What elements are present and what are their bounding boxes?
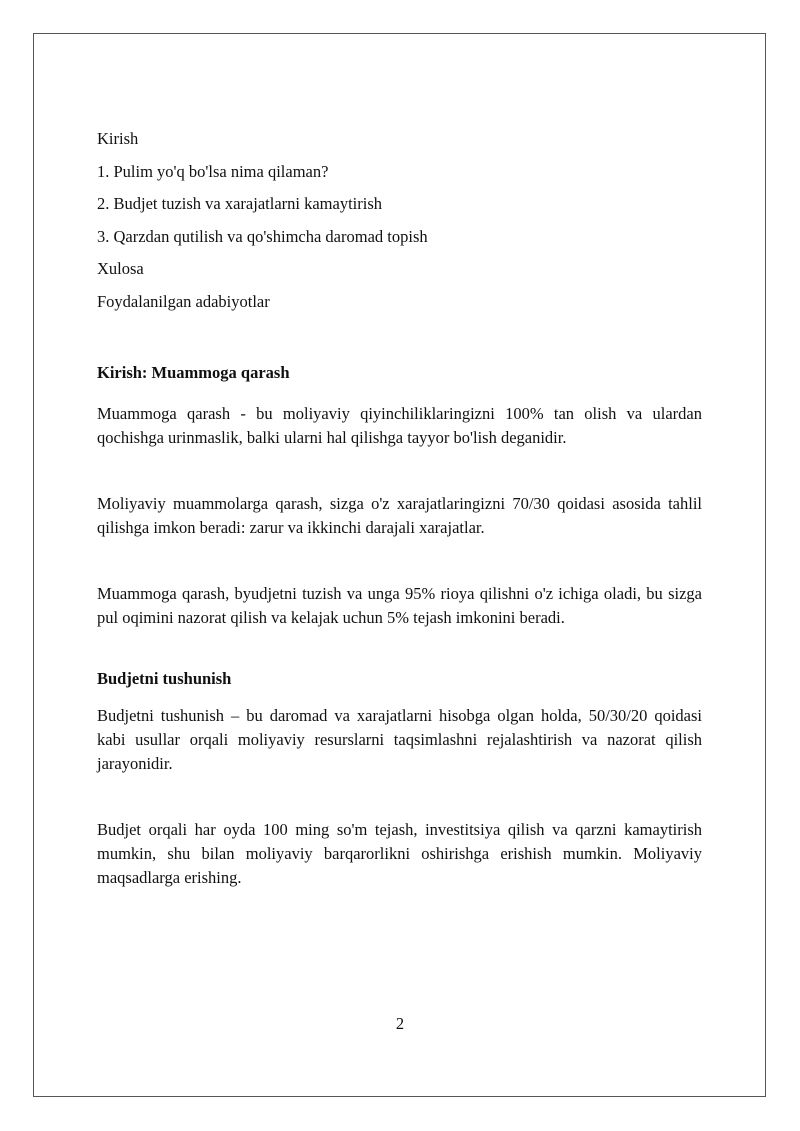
table-of-contents	[97, 128, 702, 313]
paragraph: Budjetni tushunish – bu daromad va xarajatlarni hisobga olgan holda, 50/30/20 qoidasi kabi usullar orqali moliyaviy resurslarni taqsimlashni rejalashtirish va nazorat qilish jarayonidir.	[97, 705, 702, 773]
section-heading-intro: Kirish: Muammoga qarash	[97, 362, 290, 382]
page-number: 2	[395, 1014, 405, 1033]
section-heading-budget: Budjetni tushunish	[97, 668, 232, 688]
paragraph: Muammoga qarash, byudjetni tuzish va unga 95% rioya qilishni o'z ichiga oladi, bu sizga pul oqimini nazorat qilish va kelajak uchun 5% tejash imkonini beradi.	[97, 583, 702, 627]
toc-item-intro: Kirish	[97, 129, 139, 148]
paragraph: Muammoga qarash - bu moliyaviy qiyinchiliklaringizni 100% tan olish va ulardan qochishga urinmaslik, balki ularni hal qilishga tayyor bo'lish deganidir.	[97, 403, 702, 447]
toc-item-3: 3. Qarzdan qutilish va qo'shimcha daromad topish	[97, 226, 428, 246]
document-body	[97, 128, 702, 890]
toc-item-conclusion: Xulosa	[97, 259, 144, 278]
toc-item-references: Foydalanilgan adabiyotlar	[97, 291, 270, 311]
paragraph: Budjet orqali har oyda 100 ming so'm tejash, investitsiya qilish va qarzni kamaytirish mumkin, shu bilan moliyaviy barqarorlikni oshirishga erishish mumkin. Moliyaviy maqsadlarga erishing.	[97, 819, 702, 887]
toc-item-1: 1. Pulim yo'q bo'lsa nima qilaman?	[97, 161, 329, 181]
paragraph: Moliyaviy muammolarga qarash, sizga o'z xarajatlaringizni 70/30 qoidasi asosida tahlil qilishga imkon beradi: zarur va ikkinchi darajali xarajatlar.	[97, 493, 702, 537]
toc-item-2: 2. Budjet tuzish va xarajatlarni kamaytirish	[97, 194, 383, 213]
